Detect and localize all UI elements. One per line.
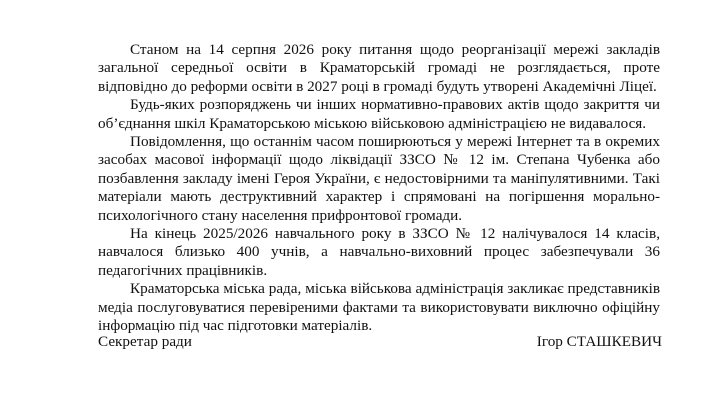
paragraph-school-stats: На кінець 2025/2026 навчального року в ЗЗСО № 12 налічувалося 14 класів, навчалося близько 400 учнів, а навчально-виховний процес забезпечували 36 педагогічних працівників. (98, 225, 660, 279)
signatory-title: Секретар ради (98, 333, 192, 350)
paragraph-no-orders: Будь-яких розпоряджень чи інших нормативно-правових актів щодо закриття чи об’єднання шкіл Краматорською міською військовою адміністрацією не видавалося. (98, 96, 660, 132)
document-body (98, 41, 660, 336)
paragraph-misinformation: Повідомлення, що останнім часом поширюються у мережі Інтернет та в окремих засобах масової інформації щодо ліквідації ЗЗСО № 12 ім. Степана Чубенка або позбавлення закладу імені Героя України, є недостовірними та маніпулятивними. Такі матеріали мають деструктивний характер і спрямовані на погіршення морально-психологічного стану населення прифронтової громади. (98, 133, 660, 224)
signatory-name: Ігор СТАШКЕВИЧ (536, 333, 662, 350)
paragraph-media-appeal: Краматорська міська рада, міська військова адміністрація закликає представників медіа послуговуватися перевіреними фактами та використовувати виключно офіційну інформацію під час підготовки матеріалів. (98, 280, 660, 335)
paragraph-reorganization: Станом на 14 серпня 2026 року питання щодо реорганізації мережі закладів загальної середньої освіти в Краматорській громаді не розглядається, проте відповідно до реформи освіти в 2027 році в громаді будуть утворені Академічні Ліцеї. (98, 41, 660, 95)
